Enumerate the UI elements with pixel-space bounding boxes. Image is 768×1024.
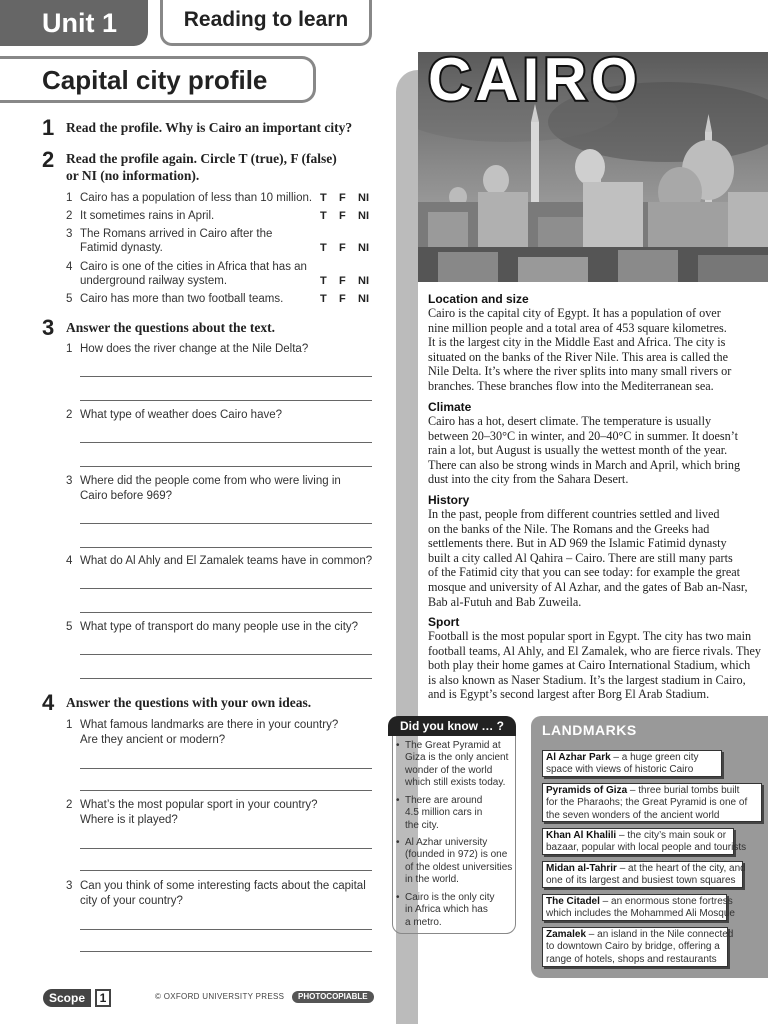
fact-line: which still exists today. [405,777,506,789]
fact-line: the city. [405,819,439,831]
bullet-icon: • [396,795,400,806]
fact-line: Giza is the only ancient [405,752,509,764]
question-text: What do Al Ahly and El Zamalek teams have in common? [80,555,373,567]
body-line: on the banks of the Nile. The Romans and the Greeks had [428,521,710,536]
answer-line[interactable] [80,790,372,791]
fact-line: The Great Pyramid at [405,740,501,751]
statement-text: underground railway system. [80,275,228,287]
question-text: What famous landmarks are there in your country? [80,719,339,731]
body-line: nine million people and a total area of 453 square kilometres. [428,320,727,335]
answer-line[interactable] [80,376,372,377]
question-text: Answer the questions with your own ideas. [66,695,312,710]
no-information-option[interactable]: NI [358,293,369,305]
answer-line[interactable] [80,547,372,548]
body-line: between 20–30°C in winter, and 20–40°C in summer. It doesn’t [428,428,738,443]
landmark-description: one of its largest and busiest town squares [546,875,736,887]
item-number: 2 [66,210,73,222]
fact-line: a metro. [405,916,442,928]
landmark-card [542,783,762,822]
body-line: Football is the most popular sport in Egypt. The city has two main [428,629,752,643]
question-text: Can you think of some interesting facts about the capital [80,880,366,892]
landmark-description: – three burial tombs built [627,785,740,796]
body-line: There can also be strong winds in March and April, which bring [428,457,741,472]
false-option[interactable]: F [339,293,346,305]
fact-line: 4.5 million cars in [405,807,483,819]
photocopiable-badge: PHOTOCOPIABLE [292,991,374,1003]
question-number: 2 [42,147,55,172]
body-line: mosque and university of Al Azhar, and the gates of Bab an-Nasr, [428,580,748,594]
fact-line: There are around [405,795,483,806]
fact-line: (founded in 972) is one [405,849,508,861]
section-heading: Location and size [428,292,529,306]
statement-text: It sometimes rains in April. [80,210,215,222]
section-heading: Sport [428,615,460,629]
page-title: Capital city profile [0,56,316,103]
landmark-line [546,863,746,875]
no-information-option[interactable]: NI [358,192,369,204]
body-line: Bab al-Futuh and Bab Zuweila. [428,594,582,609]
body-line: situated on the banks of the River Nile. This area is called the [428,349,728,364]
landmark-description: to downtown Cairo by bridge, offering a [546,941,720,953]
question-text: What’s the most popular sport in your country? [80,799,318,811]
statement-text: The Romans arrived in Cairo after the [80,228,273,240]
statement-text: Cairo has a population of less than 10 million. [80,192,313,204]
item-number: 4 [66,261,73,273]
true-option[interactable]: T [320,210,327,222]
statement-text: Cairo has more than two football teams. [80,293,284,305]
item-number: 2 [66,799,73,811]
body-line: It is the largest city in the Middle East and Africa. The city is [428,335,726,350]
answer-line[interactable] [80,678,372,679]
landmark-card [542,861,746,888]
answer-line[interactable] [80,588,372,589]
scope-logo: Scope [43,989,91,1007]
landmark-name: Al Azhar Park [546,752,611,763]
item-number: 5 [66,293,73,305]
fact-line: Cairo is the only city [405,892,495,903]
false-option[interactable]: F [339,210,346,222]
section-heading: Climate [428,400,472,414]
question-text: Where did the people come from who were living in [80,475,341,487]
city-title-text: CAIRO [428,46,642,110]
fact-line: wonder of the world [405,764,493,776]
landmark-description: space with views of historic Cairo [546,764,694,776]
city-title [424,44,744,115]
fact-line: Al Azhar university [405,837,488,848]
landmark-line [546,752,718,764]
question-number: 4 [42,690,55,715]
true-option[interactable]: T [320,275,327,287]
bullet-icon: • [396,892,400,903]
item-number: 1 [66,719,73,731]
body-line: Cairo has a hot, desert climate. The temperature is usually [428,414,712,428]
landmark-description: the seven wonders of the ancient world [546,809,720,821]
item-number: 1 [66,343,73,355]
level-badge: 1 [95,989,111,1007]
bullet-icon: • [396,740,400,751]
landmark-description: – a huge green city [610,752,699,763]
landmark-card [542,927,734,967]
question-text: or NI (no information). [66,168,200,183]
no-information-option[interactable]: NI [358,275,369,287]
body-line: settlements there. But in AD 969 the Islamic Fatimid dynasty [428,536,727,551]
body-line: dust into the city from the Sahara Desert. [428,472,629,487]
false-option[interactable]: F [339,275,346,287]
statement-text: Cairo is one of the cities in Africa that has an [80,261,307,273]
answer-line[interactable] [80,768,372,769]
answer-line[interactable] [80,466,372,467]
body-line: is also known as Naser Stadium. It’s the largest stadium in Cairo, [428,672,746,687]
false-option[interactable]: F [339,242,346,254]
item-number: 4 [66,555,73,567]
answer-line[interactable] [80,612,372,613]
landmarks-title: LANDMARKS [542,722,637,738]
question-text: Read the profile. Why is Cairo an important city? [66,120,353,135]
body-line: rain a lot, but August is usually the wettest month of the year. [428,443,728,458]
question-text: Answer the questions about the text. [66,320,276,335]
did-you-know-title: Did you know … ? [388,716,516,736]
landmark-description: for the Pharaohs; the Great Pyramid is one of [546,797,748,809]
body-line: and is Egypt’s second largest after Borg El Arab Stadium. [428,687,710,702]
body-line: of the Fatimid city that you can see today: for example the great [428,565,741,580]
question-text: What type of weather does Cairo have? [80,409,283,421]
item-number: 5 [66,621,73,633]
answer-line[interactable] [80,523,372,524]
statement-text: Fatimid dynasty. [80,242,163,254]
fact-line: of the oldest universities [405,861,513,873]
landmark-card [542,828,747,855]
question-text: Where is it played? [80,814,178,826]
answer-line[interactable] [80,951,372,952]
body-line: both play their home games at Cairo International Stadium, which [428,658,751,673]
landmark-description: – at the heart of the city, and [616,863,746,874]
question-text: Are they ancient or modern? [80,734,226,746]
true-option[interactable]: T [320,293,327,305]
fact-line: in Africa which has [405,904,488,916]
landmark-card [542,894,735,921]
answer-line[interactable] [80,848,372,849]
question-text: How does the river change at the Nile Delta? [80,343,309,355]
landmark-description: – the city’s main souk or [616,830,727,841]
body-line: football teams, Al Ahly, and El Zamalek, who are fierce rivals. They [428,643,762,658]
landmark-description: – an enormous stone fortress [599,896,733,907]
fact-line: in the world. [405,874,459,886]
question-text: city of your country? [80,895,183,907]
landmark-name: Pyramids of Giza [546,785,628,796]
question-number: 1 [42,115,55,140]
question-number: 3 [42,315,55,340]
landmark-description: – an island in the Nile connected [586,929,734,940]
section-heading: History [428,493,470,507]
landmark-name: Midan al-Tahrir [546,863,617,874]
answer-line[interactable] [80,654,372,655]
body-line: In the past, people from different countries settled and lived [428,507,720,521]
landmark-description: range of hotels, shops and restaurants [546,953,717,965]
landmark-name: The Citadel [546,896,600,907]
unit-tab: Unit 1 [0,0,148,46]
landmark-description: bazaar, popular with local people and tourists [546,842,747,854]
bullet-icon: • [396,837,400,848]
true-option[interactable]: T [320,242,327,254]
item-number: 3 [66,880,73,892]
landmark-description: which includes the Mohammed Ali Mosque [546,908,735,920]
answer-line[interactable] [80,442,372,443]
item-number: 1 [66,192,73,204]
landmark-line [546,929,734,941]
false-option[interactable]: F [339,192,346,204]
question-text: Cairo before 969? [80,490,173,502]
question-text: What type of transport do many people use in the city? [80,621,359,633]
answer-line[interactable] [80,400,372,401]
landmark-name: Zamalek [546,929,587,940]
item-number: 2 [66,409,73,421]
landmark-card [542,750,722,777]
body-line: Cairo is the capital city of Egypt. It has a population of over [428,306,721,320]
body-line: built a city called Al Qahira – Cairo. There are still many parts [428,550,733,565]
landmark-line [546,830,730,842]
landmark-name: Khan Al Khalili [546,830,617,841]
question-text: Read the profile again. Circle T (true), F (false) [66,151,337,166]
no-information-option[interactable]: NI [358,242,369,254]
body-line: branches. These branches flow into the Mediterranean sea. [428,379,714,393]
publisher-credit: © OXFORD UNIVERSITY PRESS [155,992,285,1001]
item-number: 3 [66,475,73,487]
landmark-line [546,896,733,908]
body-line: Nile Delta. It’s where the river splits into many small rivers or [428,364,732,379]
no-information-option[interactable]: NI [358,210,369,222]
answer-line[interactable] [80,870,372,871]
section-tab: Reading to learn [160,0,372,46]
answer-line[interactable] [80,929,372,930]
item-number: 3 [66,228,73,240]
landmark-line [546,785,758,797]
true-option[interactable]: T [320,192,327,204]
